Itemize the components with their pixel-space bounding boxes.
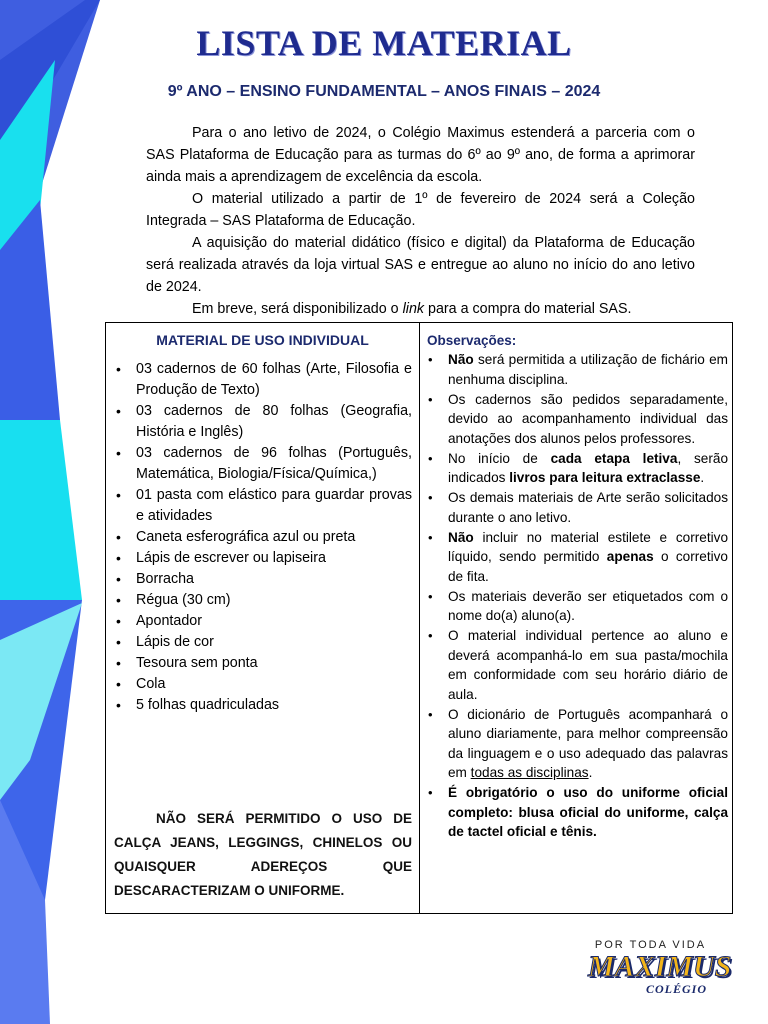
intro-paragraph-1: Para o ano letivo de 2024, o Colégio Maximus estenderá a parceria com o SAS Plataforma de Educação para as turmas do 6º ao 9º ano, de forma a aprimorar ainda mais a aprendizagem de excelência da escola. (146, 125, 695, 185)
list-item: • Tesoura sem ponta (112, 653, 412, 674)
observation-item: • Os demais materiais de Arte serão solicitados durante o ano letivo. (424, 488, 728, 527)
list-item: • Apontador (112, 611, 412, 632)
list-item: • Cola (112, 674, 412, 695)
list-item: • Borracha (112, 569, 412, 590)
list-item: • Lápis de escrever ou lapiseira (112, 548, 412, 569)
link-word: link (402, 301, 425, 317)
list-item: • 03 cadernos de 96 folhas (Português, Matemática, Biologia/Física/Química,) (112, 443, 412, 485)
decorative-side-shapes (0, 0, 110, 1024)
list-item: • 03 cadernos de 60 folhas (Arte, Filosofia e Produção de Texto) (112, 359, 412, 401)
observation-item: • Não será permitida a utilização de fichário em nenhuma disciplina. (424, 350, 728, 389)
individual-material-list (112, 359, 412, 716)
logo-subtitle: COLÉGIO (645, 982, 707, 996)
list-item: • 5 folhas quadriculadas (112, 695, 412, 716)
list-item: • Régua (30 cm) (112, 590, 412, 611)
observation-item: • Os cadernos são pedidos separadamente, devido ao acompanhamento individual das anotações dos alunos pelos professores. (424, 390, 728, 449)
observation-item: • No início de cada etapa letiva, serão indicados livros para leitura extraclasse. (424, 449, 728, 488)
observation-item: • Não incluir no material estilete e corretivo líquido, sendo permitido apenas o corretivo de fita. (424, 528, 728, 587)
observation-item: • É obrigatório o uso do uniforme oficial completo: blusa oficial do uniforme, calça de tactel oficial e tênis. (424, 783, 728, 842)
observation-item: • O material individual pertence ao aluno e deverá acompanhá-lo em sua pasta/mochila em conformidade com seu horário diário de aula. (424, 626, 728, 704)
list-item: • 01 pasta com elástico para guardar provas e atividades (112, 485, 412, 527)
maximus-logo (588, 938, 732, 1004)
list-item: • Lápis de cor (112, 632, 412, 653)
intro-paragraph-4: Em breve, será disponibilizado o link para a compra do material SAS. (192, 301, 632, 317)
observation-item: • Os materiais deverão ser etiquetados com o nome do(a) aluno(a). (424, 587, 728, 626)
list-item: • Caneta esferográfica azul ou preta (112, 527, 412, 548)
page-subtitle: 9º ANO – ENSINO FUNDAMENTAL – ANOS FINAIS – 2024 (167, 83, 601, 100)
individual-material-column (106, 323, 419, 913)
intro-paragraph-3: A aquisição do material didático (físico e digital) da Plataforma de Educação será realizada através da loja virtual SAS e entregue ao aluno no início do ano letivo de 2024. (146, 235, 695, 295)
observations-column (420, 323, 732, 913)
page-title: LISTA DE MATERIAL (196, 23, 572, 63)
observation-item: • O dicionário de Português acompanhará o aluno diariamente, para melhor compreensão da linguagem e o uso adequado das palavras em todas as disciplinas. (424, 705, 728, 783)
observations-list (424, 350, 728, 842)
observations-heading: Observações: (427, 333, 517, 348)
intro-paragraph-2: O material utilizado a partir de 1º de fevereiro de 2024 será a Coleção Integrada – SAS Plataforma de Educação. (146, 191, 695, 229)
uniform-warning: NÃO SERÁ PERMITIDO O USO DE CALÇA JEANS, LEGGINGS, CHINELOS OU QUAISQUER ADEREÇOS QUE DESCARACTERIZAM O UNIFORME. (114, 811, 412, 898)
logo-name: MAXIMUS (588, 950, 732, 983)
intro-text (146, 122, 695, 320)
list-item: • 03 cadernos de 80 folhas (Geografia, História e Inglês) (112, 401, 412, 443)
logo-tagline: POR TODA VIDA (594, 939, 707, 951)
material-table (105, 322, 733, 914)
individual-material-heading: MATERIAL DE USO INDIVIDUAL (156, 332, 369, 348)
